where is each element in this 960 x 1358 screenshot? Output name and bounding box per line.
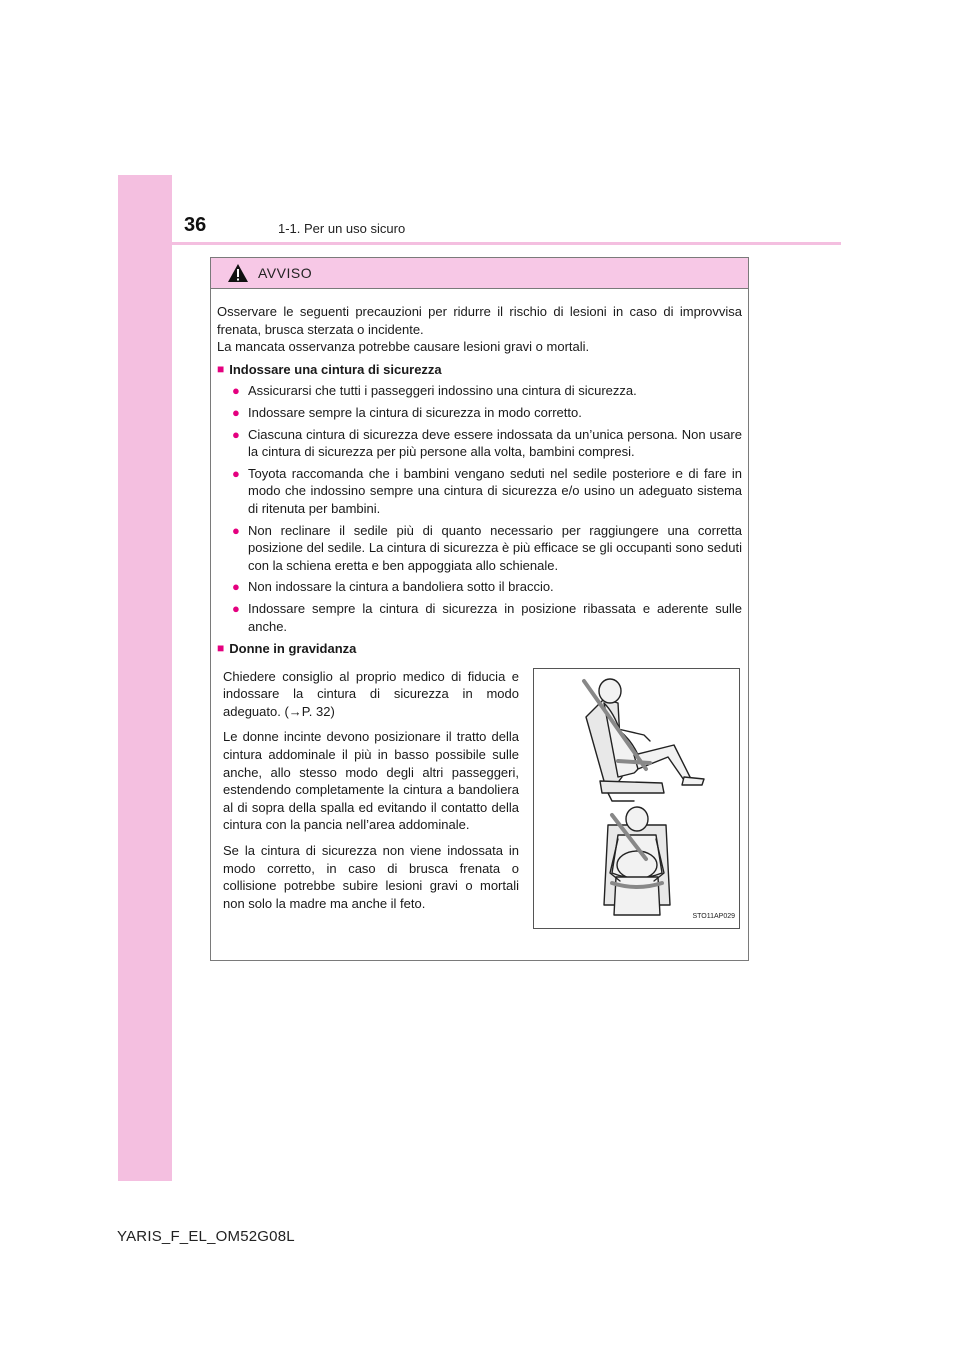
page-number: 36 [184, 214, 207, 236]
circle-bullet-icon: ● [232, 579, 240, 595]
warning-content [211, 289, 748, 929]
bullet-item: ● Non indossare la cintura a bandoliera sotto il braccio. [232, 579, 554, 595]
bullet-item: ● Assicurarsi che tutti i passeggeri indossino una cintura di sicurezza. [232, 383, 637, 399]
pregnancy-paragraph: Chiedere consiglio al proprio medico di fiducia e indossare la cintura di sicurezza in modo adeguato. (→P. 32) [223, 668, 519, 719]
warning-header [211, 258, 748, 289]
header-rule [118, 242, 841, 245]
bullet-item: ● Non reclinare il sedile più di quanto necessario per raggiungere una corretta posizione del sedile. La cintura di sicurezza è più efficace se gli occupanti sono seduti con la schiena eretta e ben appoggiata allo schienale. [232, 522, 742, 573]
circle-bullet-icon: ● [232, 465, 240, 481]
pregnancy-text [223, 662, 519, 929]
seatbelt-heading: ■ Indossare una cintura di sicurezza [217, 361, 442, 377]
bullet-item: ● Toyota raccomanda che i bambini vengano seduti nel sedile posteriore e di fare in modo che indossino sempre una cintura di sicurezza e/o usino un adeguato sistema di ritenuta per bambini. [232, 465, 742, 516]
circle-bullet-icon: ● [232, 522, 240, 538]
pregnancy-paragraph: Le donne incinte devono posizionare il tratto della cintura addominale il più in basso possibile sulle anche, allo stesso modo degli altri passeggeri, estendendo completamente la cintura a bandoliera al di sopra della spalla ed evitando il contatto della cintura con la pancia nell’area addominale. [223, 729, 519, 833]
illustration-svg [534, 669, 739, 928]
circle-bullet-icon: ● [232, 404, 240, 420]
pregnant-seatbelt-illustration [533, 668, 740, 929]
circle-bullet-icon: ● [232, 426, 240, 442]
intro-text-2: La mancata osservanza potrebbe causare lesioni gravi o mortali. [217, 339, 590, 355]
section-title: 1-1. Per un uso sicuro [278, 221, 406, 236]
warning-box [210, 257, 749, 961]
figure-code: STO11AP029 [692, 913, 735, 921]
bullet-item: ● Ciascuna cintura di sicurezza deve essere indossata da un’unica persona. Non usare la cintura di sicurezza per più persone alla volta, bambini compresi. [232, 426, 742, 460]
warning-title: AVVISO [258, 265, 313, 281]
pregnancy-paragraph: Se la cintura di sicurezza non viene indossata in modo corretto, in caso di brusca frenata o collisione potrebbe subire lesioni gravi o mortali non solo la madre ma anche il feto. [223, 843, 519, 911]
pregnancy-heading: ■ Donne in gravidanza [217, 641, 357, 657]
warning-triangle-icon [227, 263, 249, 283]
square-bullet-icon: ■ [217, 361, 225, 376]
square-bullet-icon: ■ [217, 641, 225, 656]
bullet-item: ● Indossare sempre la cintura di sicurezza in posizione ribassata e aderente sulle anche. [232, 600, 742, 634]
circle-bullet-icon: ● [232, 600, 240, 616]
side-band [118, 175, 172, 1181]
document-code: YARIS_F_EL_OM52G08L [117, 1228, 295, 1245]
bullet-item: ● Indossare sempre la cintura di sicurezza in modo corretto. [232, 404, 582, 420]
circle-bullet-icon: ● [232, 383, 240, 399]
pregnancy-section [217, 662, 742, 929]
intro-text-1: Osservare le seguenti precauzioni per ridurre il rischio di lesioni in caso di improvvisa frenata, brusca sterzata o incidente. [217, 304, 742, 337]
